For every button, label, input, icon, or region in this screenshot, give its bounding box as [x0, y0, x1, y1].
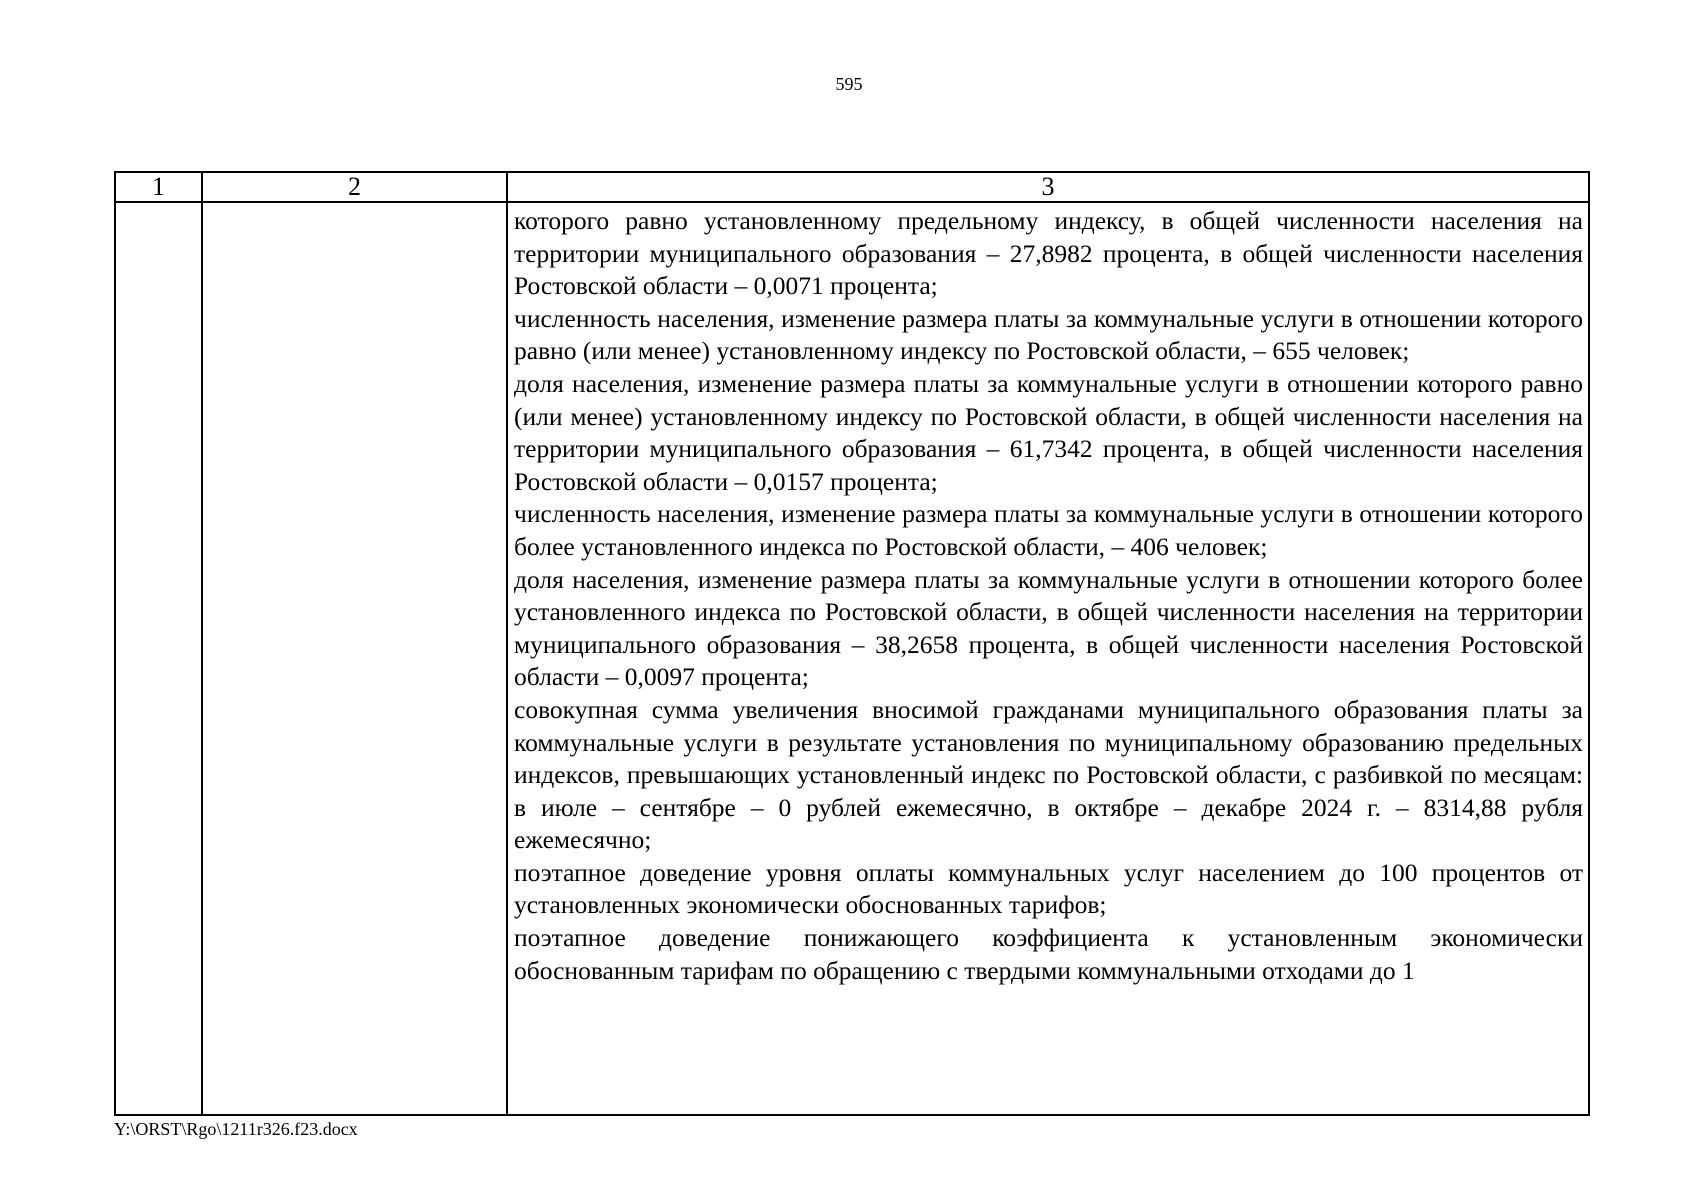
page-number: 595 [835, 74, 863, 94]
paragraph-reduction-coefficient: поэтапное доведение понижающего коэффициента к установленным экономически обоснованным тарифам по обращению с твердыми коммунальными отходами до 1 [514, 923, 1583, 985]
paragraph-population-share-equal: доля населения, изменение размера платы за коммунальные услуги в отношении которого равно (или менее) установленному индексу по Ростовской области, в общей численности населения на территории муниципального образования – 61,7342 процента, в общей численности населения Ростовской области – 0,0157 процента; [514, 368, 1583, 496]
paragraph-population-share-above: доля населения, изменение размера платы за коммунальные услуги в отношении которого более установленного индекса по Ростовской области, в общей численности населения на территории муниципального образования – 38,2658 процента, в общей численности населения Ростовской области – 0,0097 процента; [514, 564, 1583, 692]
column-header-3: 3 [507, 172, 1589, 202]
table-cell-col3 [507, 202, 1589, 1115]
paragraph-total-payment-increase: совокупная сумма увеличения вносимой гражданами муниципального образования платы за коммунальные услуги в результате установления по муниципальному образованию предельных индексов, превышающих установленный индекс по Ростовской области, с разбивкой по месяцам: в июле – сентябре – 0 рублей ежемесячно, в октябре – декабре 2024 г. – 8314,88 рубля ежемесячно; [514, 694, 1583, 855]
table-header-row [115, 172, 1589, 202]
column-header-2: 2 [202, 172, 507, 202]
table-row [115, 202, 1589, 1115]
paragraph-population-count-above: численность населения, изменение размера платы за коммунальные услуги в отношении которого более установленного индекса по Ростовской области, – 406 человек; [514, 499, 1583, 561]
table-cell-col1 [115, 202, 202, 1115]
table-cell-col2 [202, 202, 507, 1115]
document-table [114, 171, 1590, 1116]
paragraph-population-count-equal: численность населения, изменение размера платы за коммунальные услуги в отношении которого равно (или менее) установленному индексу по Ростовской области, – 655 человек; [514, 303, 1583, 366]
paragraph-indicator-share-limit: которого равно установленному предельному индексу, в общей численности населения на территории муниципального образования – 27,8982 процента, в общей численности населения Ростовской области – 0,0071 процента; [514, 206, 1583, 301]
footer-file-path: Y:\ORST\Rgo\1211r326.f23.docx [114, 1119, 358, 1139]
paragraph-payment-level-100: поэтапное доведение уровня оплаты коммунальных услуг населением до 100 процентов от установленных экономически обоснованных тарифов; [514, 857, 1583, 920]
column-header-1: 1 [115, 172, 202, 202]
